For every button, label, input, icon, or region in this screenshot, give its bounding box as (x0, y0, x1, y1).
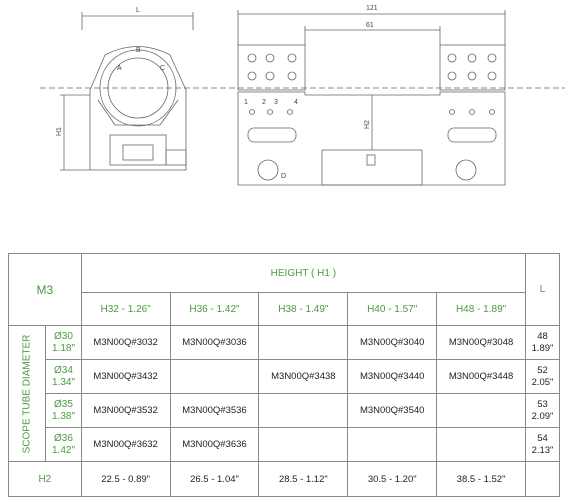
diameter-in: 1.34" (51, 376, 75, 388)
ring-base (110, 135, 166, 165)
part-number: M3N00Q#3032 (81, 326, 170, 360)
table-row (9, 360, 560, 394)
diameter-mm: Ø30 (54, 330, 73, 342)
diameter-cell (46, 360, 81, 394)
ring-outer (100, 50, 176, 126)
h2-label: H2 (9, 462, 82, 497)
h2-value: 22.5 - 0.89" (81, 462, 170, 497)
length-mm: 54 (537, 432, 548, 444)
screw-left (258, 160, 278, 180)
part-number: M3N00Q#3540 (348, 394, 437, 428)
part-number: M3N00Q#3632 (81, 428, 170, 462)
mark-3: 3 (274, 99, 278, 106)
part-number: M3N00Q#3636 (170, 428, 259, 462)
part-number (170, 360, 259, 394)
part-number: M3N00Q#3440 (348, 360, 437, 394)
part-number: M3N00Q#3438 (259, 360, 348, 394)
length-cell (526, 428, 560, 462)
length-in: 2.09" (531, 410, 554, 422)
technical-drawing (0, 0, 570, 230)
dim-H2-label: H2 (364, 120, 371, 129)
diameter-mm: Ø35 (54, 398, 73, 410)
diameter-in: 1.42" (51, 444, 75, 456)
part-number: M3N00Q#3048 (437, 326, 526, 360)
length-in: 2.05" (531, 376, 554, 388)
height-col-header: H36 - 1.42" (170, 293, 259, 326)
mark-D: D (281, 173, 287, 180)
slot-right (448, 128, 496, 142)
ring-clamp (123, 145, 153, 160)
height-header: HEIGHT ( H1 ) (81, 254, 525, 293)
side-header (9, 326, 46, 462)
diameter-cell (46, 428, 81, 462)
part-number (348, 428, 437, 462)
length-cell (526, 394, 560, 428)
diameter-cell (46, 326, 81, 360)
cap-holes-right (448, 54, 496, 80)
cap-holes-left (248, 54, 296, 80)
key (367, 155, 375, 165)
dim-H1-label: H1 (56, 127, 63, 136)
length-in: 2.13" (531, 444, 554, 456)
height-col-header: H32 - 1.26" (81, 293, 170, 326)
part-number (437, 428, 526, 462)
ring-lower (98, 100, 178, 125)
table-row (9, 394, 560, 428)
h2-row (9, 462, 560, 497)
dim-L-label: L (136, 7, 140, 14)
diameter-in: 1.18" (51, 342, 75, 354)
h2-value: 28.5 - 1.12" (259, 462, 348, 497)
part-number: M3N00Q#3432 (81, 360, 170, 394)
length-mm: 52 (537, 364, 548, 376)
h2-value: 38.5 - 1.52" (437, 462, 526, 497)
part-number: M3N00Q#3532 (81, 394, 170, 428)
ring-screw (166, 150, 186, 165)
height-col-header: H40 - 1.57" (348, 293, 437, 326)
length-mm: 53 (537, 398, 548, 410)
h2-value: 26.5 - 1.04" (170, 462, 259, 497)
mark-C: C (160, 65, 166, 72)
height-col-header: H48 - 1.89" (437, 293, 526, 326)
mark-2: 2 (262, 99, 266, 106)
part-number (259, 394, 348, 428)
length-cell (526, 360, 560, 394)
l-header: L (526, 254, 560, 326)
diameter-mm: Ø34 (54, 364, 73, 376)
table-row (9, 326, 560, 360)
mark-1: 1 (244, 99, 248, 106)
model-label: M3 (9, 254, 82, 326)
part-number: M3N00Q#3040 (348, 326, 437, 360)
part-number (259, 326, 348, 360)
part-number: M3N00Q#3536 (170, 394, 259, 428)
cap-right (440, 45, 505, 90)
length-in: 1.89" (531, 342, 554, 354)
mark-B: B (136, 47, 141, 54)
part-number: M3N00Q#3448 (437, 360, 526, 394)
part-number (259, 428, 348, 462)
diameter-mm: Ø36 (54, 432, 73, 444)
part-number: M3N00Q#3036 (170, 326, 259, 360)
height-col-header: H38 - 1.49" (259, 293, 348, 326)
spec-table (8, 253, 560, 497)
side-header-label: SCOPE TUBE DIAMETER (21, 334, 33, 453)
screw-right (456, 160, 476, 180)
diameter-in: 1.38" (51, 410, 75, 422)
diameter-cell (46, 394, 81, 428)
cap-left (238, 45, 305, 90)
slot-left (248, 128, 296, 142)
length-cell (526, 326, 560, 360)
part-number (437, 394, 526, 428)
mark-A: A (117, 65, 122, 72)
mark-4: 4 (294, 99, 298, 106)
dim-61-label: 61 (366, 22, 374, 29)
h2-value: 30.5 - 1.20" (348, 462, 437, 497)
table-row (9, 428, 560, 462)
dim-121-label: 121 (366, 5, 378, 12)
length-mm: 48 (537, 330, 548, 342)
h2-empty (526, 462, 560, 497)
